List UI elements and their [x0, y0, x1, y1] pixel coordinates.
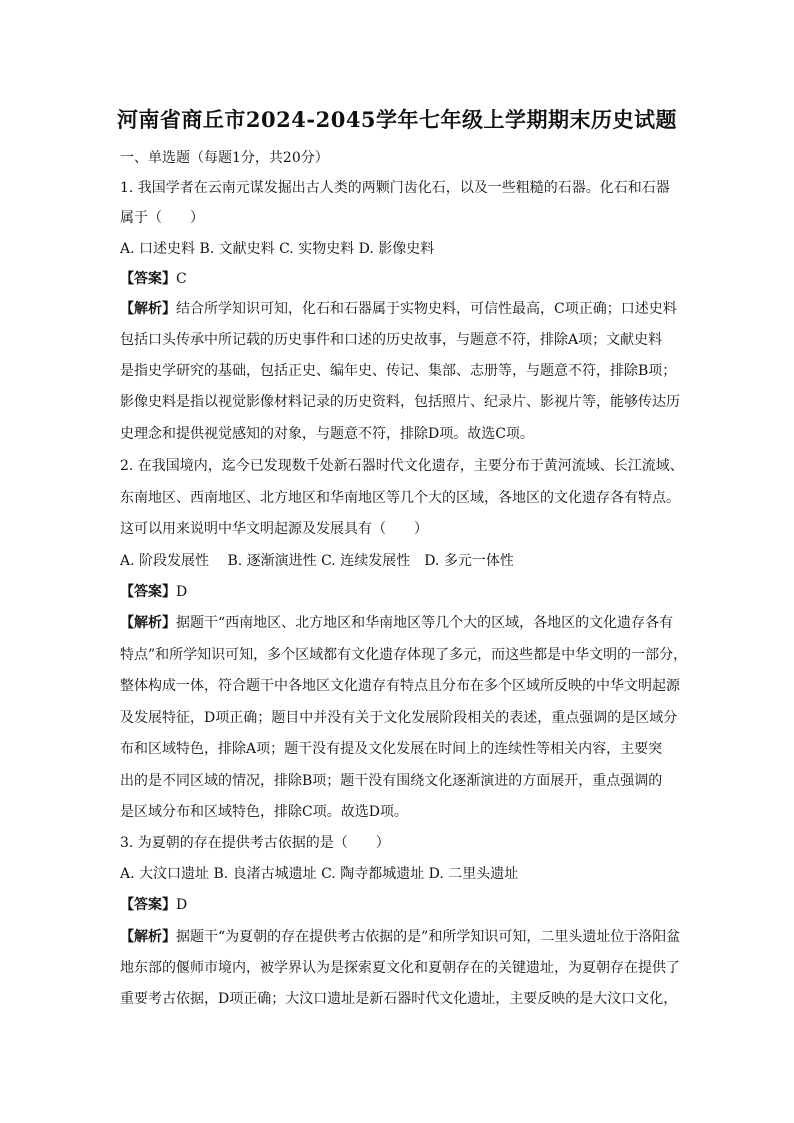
question-2-analysis-line: 是区域分布和区域特色，排除C项。故选D项。: [120, 804, 408, 820]
question-1-analysis-line: 影像史料是指以视觉影像材料记录的历史资料，包括照片、纪录片、影视片等，能够传达历: [120, 394, 680, 410]
question-1-options: A. 口述史料 B. 文献史料 C. 实物史料 D. 影像史料: [120, 241, 435, 257]
question-1-analysis-line: 是指史学研究的基础，包括正史、编年史、传记、集部、志册等，与题意不符，排除B项；: [120, 363, 677, 379]
question-2-analysis-line: 及发展特征，D项正确；题目中并没有关于文化发展阶段相关的表述，重点强调的是区域分: [120, 710, 678, 726]
answer-value: D: [176, 897, 188, 913]
answer-label: 【答案】: [120, 897, 176, 913]
analysis-text: 据题干“西南地区、北方地区和华南地区等几个大的区域，各地区的文化遗存各有: [176, 615, 674, 631]
question-3-analysis-line: [120, 926, 690, 946]
question-2-analysis-line: 出的是不同区域的情况，排除B项；题干没有围绕文化逐渐演进的方面展开，重点强调的: [120, 773, 663, 789]
question-3-analysis-line: 地东部的偃师市境内，被学界认为是探索夏文化和夏朝存在的关键遗址，为夏朝存在提供了: [120, 960, 680, 976]
analysis-text: 结合所学知识可知，化石和石器属于实物史料，可信性最高，C项正确；口述史料: [176, 301, 677, 317]
question-2-analysis-line: 布和区域特色，排除A项；题干没有提及文化发展在时间上的连续性等相关内容，主要突: [120, 741, 663, 757]
question-2-stem-line: 这可以用来说明中华文明起源及发展具有（ ）: [120, 521, 428, 537]
question-2-stem-line: 2. 在我国境内，迄今已发现数千处新石器时代文化遗存，主要分布于黄河流域、长江流域、: [120, 458, 684, 474]
question-3-analysis-line: 重要考古依据，D项正确；大汶口遗址是新石器时代文化遗址，主要反映的是大汶口文化，: [120, 991, 678, 1007]
question-3-stem-line: 3. 为夏朝的存在提供考古依据的是（ ）: [120, 835, 390, 851]
answer-value: D: [176, 584, 188, 600]
question-1-stem-line: 属于（ ）: [120, 210, 204, 226]
question-1-stem-line: 1. 我国学者在云南元谋发掘出古人类的两颗门齿化石，以及一些粗糙的石器。化石和石器: [120, 180, 670, 196]
analysis-label: 【解析】: [120, 615, 176, 631]
answer-label: 【答案】: [120, 584, 176, 600]
question-2-analysis-line: 整体构成一体，符合题干中各地区文化遗存有特点且分布在多个区域所反映的中华文明起源: [120, 678, 680, 694]
answer-label: 【答案】: [120, 271, 176, 287]
question-1-answer: [120, 268, 690, 288]
question-2-stem-line: 东南地区、西南地区、北方地区和华南地区等几个大的区域，各地区的文化遗存各有特点。: [120, 490, 680, 506]
answer-value: C: [176, 271, 187, 287]
analysis-label: 【解析】: [120, 301, 176, 317]
question-1-analysis-line: 史理念和提供视觉感知的对象，与题意不符，排除D项。故选C项。: [120, 426, 534, 442]
question-1-analysis-line: 包括口头传承中所记载的历史事件和口述的历史故事，与题意不符，排除A项；文献史料: [120, 332, 663, 348]
analysis-text: 据题干“为夏朝的存在提供考古依据的是”和所学知识可知，二里头遗址位于洛阳盆: [176, 929, 681, 945]
page-title: 河南省商丘市2024-2045学年七年级上学期期末历史试题: [116, 107, 678, 132]
section-heading: 一、单选题（每题1分，共20分）: [120, 150, 329, 166]
analysis-label: 【解析】: [120, 929, 176, 945]
question-3-answer: [120, 894, 690, 914]
question-2-analysis-line: [120, 612, 690, 632]
question-2-answer: [120, 581, 690, 601]
question-2-analysis-line: 特点”和所学知识可知，多个区域都有文化遗存体现了多元，而这些都是中华文明的一部分，: [120, 647, 688, 663]
question-2-options: A. 阶段发展性 B. 逐渐演进性 C. 连续发展性 D. 多元一体性: [120, 553, 514, 569]
question-3-options: A. 大汶口遗址 B. 良渚古城遗址 C. 陶寺都城遗址 D. 二里头遗址: [120, 866, 519, 882]
question-1-analysis-line: [120, 298, 690, 318]
